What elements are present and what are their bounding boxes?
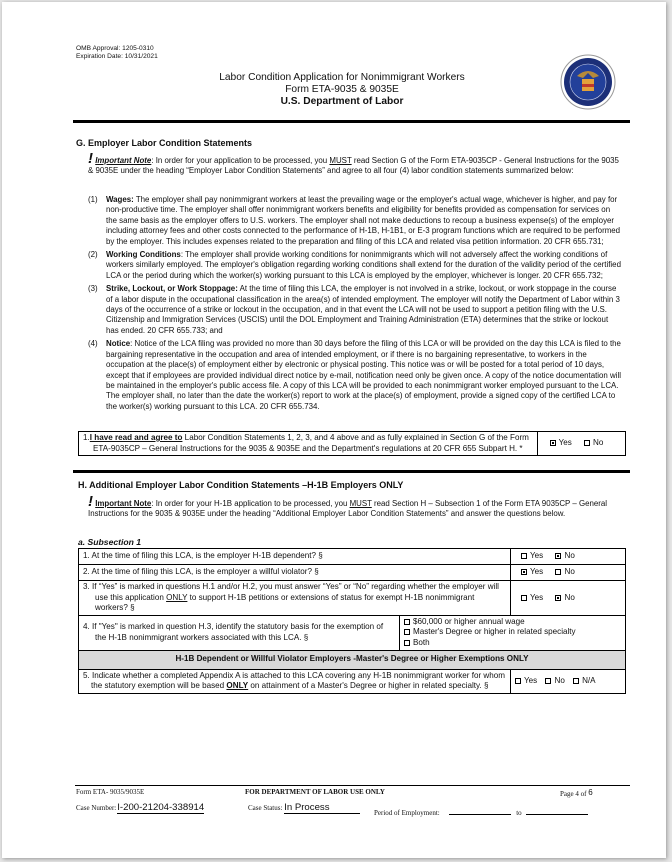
form-page xyxy=(2,2,666,858)
h2-no-checkbox[interactable]: No xyxy=(555,567,574,576)
agree-no-checkbox[interactable]: No xyxy=(584,438,603,447)
h2-yes-checkbox[interactable]: Yes xyxy=(521,567,543,576)
section-divider xyxy=(73,470,630,473)
h3-yes-checkbox[interactable]: Yes xyxy=(521,593,543,602)
case-number: Case Number:I-200-21204-338914 xyxy=(76,802,205,813)
table-row: 5. Indicate whether a completed Appendix A is attached to this LCA covering any H-1B nonimmigrant worker for whom the statutory exemption will be based ONLY on attainment of a Master's Degree or higher in related specialty. § Yes No N/A xyxy=(79,669,626,693)
footer-form-number: Form ETA- 9035/9035E xyxy=(76,788,145,796)
statement-notice: (4) Notice: Notice of the LCA filing was provided no more than 30 days before the filing of this LCA or will be provided on the day this LCA is filed to the bargaining representative in the occupation and area of intended employment, or if there is no bargaining representative, to workers in the occupation at the place(s) of employment either by electronic or physical posting. This notice was or will be posted for a total period of 10 days, except that if employees are provided individual direct notice by e-mail, notification need only be given once. A copy of the notice documentation will be maintained in the employer's public access file. A copy of this LCA will be provided to each nonimmigrant worker employed pursuant to the LCA. The employer shall, no later than the date the worker(s) report to work at the place(s) of employment, provide a signed copy of the certified LCA to the worker(s) working pursuant to this LCA. 20 CFR 655.734. xyxy=(88,339,621,411)
h4-option-both[interactable]: Both xyxy=(404,638,621,649)
omb-approval: OMB Approval: 1205-0310 xyxy=(76,45,154,52)
exclamation-icon: ! xyxy=(88,150,93,167)
form-title: Labor Condition Application for Nonimmigrant Workers xyxy=(219,72,465,83)
h1-yes-checkbox[interactable]: Yes xyxy=(521,551,543,560)
h5-yes-checkbox[interactable]: Yes xyxy=(515,676,537,685)
period-of-employment: Period of Employment: to xyxy=(374,806,588,817)
table-row: 2. At the time of filing this LCA, is the employer a willful violator? § Yes No xyxy=(79,565,626,581)
table-row: 1. At the time of filing this LCA, is the employer H-1B dependent? § Yes No xyxy=(79,549,626,565)
agreement-table xyxy=(78,431,626,456)
header-divider xyxy=(73,120,630,123)
agree-yes-checkbox[interactable]: Yes xyxy=(550,438,572,447)
footer-divider xyxy=(75,785,630,786)
table-band: H-1B Dependent or Willful Violator Employers -Master's Degree or Higher Exemptions ONLY xyxy=(79,650,626,669)
table-row: 4. If "Yes" is marked in question H.3, identify the statutory basis for the exemption of the H-1B nonimmigrant workers associated with this LCA. § $60,000 or higher annual wage Master's Degree or higher in related specialty Both xyxy=(79,615,626,650)
table-row: 3. If “Yes” is marked in questions H.1 and/or H.2, you must answer “Yes” or “No” regarding whether the employer will use this application ONLY to support H-1B petitions or extensions of status for exempt H-1B nonimmigrant workers? § Yes No xyxy=(79,581,626,616)
h3-no-checkbox[interactable]: No xyxy=(555,593,574,602)
h5-no-checkbox[interactable]: No xyxy=(545,676,564,685)
statement-wages: (1) Wages: The employer shall pay nonimmigrant workers at least the prevailing wage or the employer's actual wage, whichever is higher, and pay for non-productive time. The employer shall offer nonimmigrant workers benefits and eligibility for benefits provided as compensation for services on the same basis as the employer offers to U.S. workers. The employer shall not make deductions to recoup a business expense(s) of the employer including attorney fees and other costs connected to the performance of H-1B, H-1B1, or E-3 program functions which are required to be performed by the employer. This includes expenses related to the preparation and filing of this LCA and related visa petition information. 20 CFR 655.731; xyxy=(88,195,621,246)
footer-dol-use: FOR DEPARTMENT OF LABOR USE ONLY xyxy=(245,788,385,796)
agreement-answer xyxy=(538,432,626,456)
case-status-value: In Process xyxy=(284,802,360,814)
page-number: Page 4 of 6 xyxy=(560,788,593,798)
subsection-table xyxy=(78,548,626,694)
exclamation-icon: ! xyxy=(88,493,93,510)
subsection-label: a. Subsection 1 xyxy=(78,537,142,547)
case-status: Case Status: In Process xyxy=(248,802,360,814)
expiration-date: Expiration Date: 10/31/2021 xyxy=(76,53,158,60)
section-h-note: ! Important Note: In order for your H-1B application to be processed, you MUST read Section H – Subsection 1 of the Form ETA 9035CP – General Instructions for the 9035 & 9035E under the heading “Additional Employer Labor Condition Statements” and answer the questions below. xyxy=(88,493,608,519)
period-end-field[interactable] xyxy=(526,806,588,815)
h1-no-checkbox[interactable]: No xyxy=(555,551,574,560)
h5-na-checkbox[interactable]: N/A xyxy=(573,676,596,685)
department-name: U.S. Department of Labor xyxy=(280,96,404,107)
section-g-heading: G. Employer Labor Condition Statements xyxy=(76,138,253,148)
agreement-row xyxy=(79,432,626,456)
labor-statements-list xyxy=(88,195,622,412)
agreement-question: 1.I have read and agree to Labor Condition Statements 1, 2, 3, and 4 above and as fully explained in Section G of the Form ETA-9035CP – General Instructions for the 9035 & 9035E and the Department's regulations at 20 CFR 655 Subpart H. * xyxy=(79,432,538,456)
case-number-value: I-200-21204-338914 xyxy=(117,802,205,813)
period-start-field[interactable] xyxy=(449,806,511,815)
section-h-heading: H. Additional Employer Labor Condition Statements –H-1B Employers ONLY xyxy=(78,480,404,490)
statement-working-conditions: (2) Working Conditions: The employer shall provide working conditions for nonimmigrants which will not adversely affect the working conditions of workers similarly employed. The employer's obligation regarding working conditions shall extend for the duration of the validity period of the certified LCA or the period during which the worker(s) working pursuant to this LCA is employed by the employer, whichever is longer. 20 CFR 655.732; xyxy=(88,250,621,280)
statement-strike: (3) Strike, Lockout, or Work Stoppage: At the time of filing this LCA, the employer is not involved in a strike, lockout, or work stoppage in the course of a labor dispute in the occupational classification in the area(s) of intended employment. The employer will notify the Department of Labor within 3 days of the occurrence of a strike or lockout in the occupation, and in that event the LCA will not be used to support a petition filing with the U.S. Citizenship and Immigration Services (USCIS) until the DOL Employment and Training Administration (ETA) determines that the strike or lockout has ended. 20 CFR 655.733; and xyxy=(88,284,620,335)
section-g-note: ! Important Note: In order for your application to be processed, you MUST read Section G of the Form ETA-9035CP - General Instructions for the 9035 & 9035E under the heading “Employer Labor Condition Statements” and agree to all four (4) labor condition statements summarized below: xyxy=(88,150,619,176)
form-number: Form ETA-9035 & 9035E xyxy=(285,84,399,95)
h4-option-masters[interactable]: Master's Degree or higher in related specialty xyxy=(404,627,621,638)
dol-seal-icon xyxy=(560,54,616,110)
h4-option-wage[interactable]: $60,000 or higher annual wage xyxy=(404,617,621,628)
